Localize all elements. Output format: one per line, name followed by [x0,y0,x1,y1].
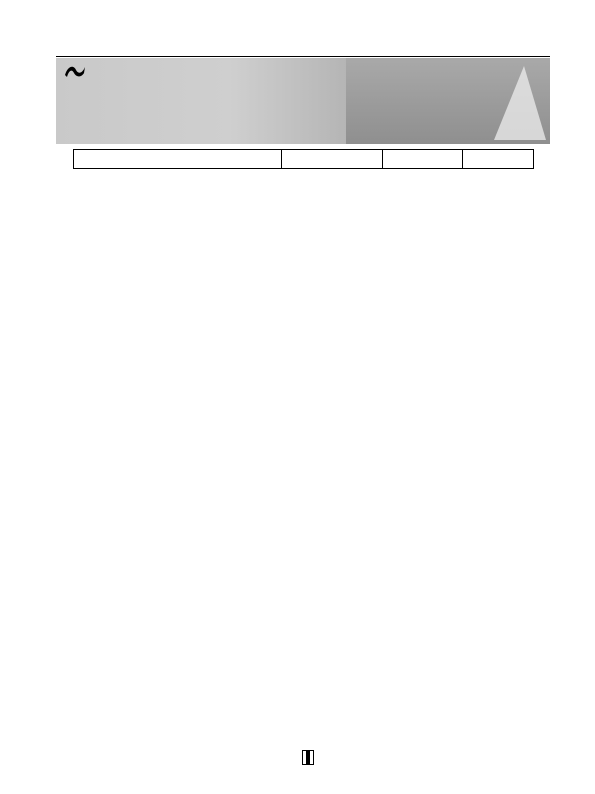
main-table-header [74,150,534,169]
col-header-route [74,150,282,169]
dragon-logo-icon [64,63,86,79]
edition-badge [302,750,314,765]
header-divider [56,56,550,57]
edition-badge-text [306,751,310,764]
banner-background [56,58,346,144]
page-footer [0,748,595,768]
col-header-days [281,150,383,169]
col-header-child [463,150,534,169]
promo-banner [56,58,550,144]
col-header-adult [383,150,463,169]
mountain-illustration [494,66,546,140]
main-price-table [73,149,534,169]
